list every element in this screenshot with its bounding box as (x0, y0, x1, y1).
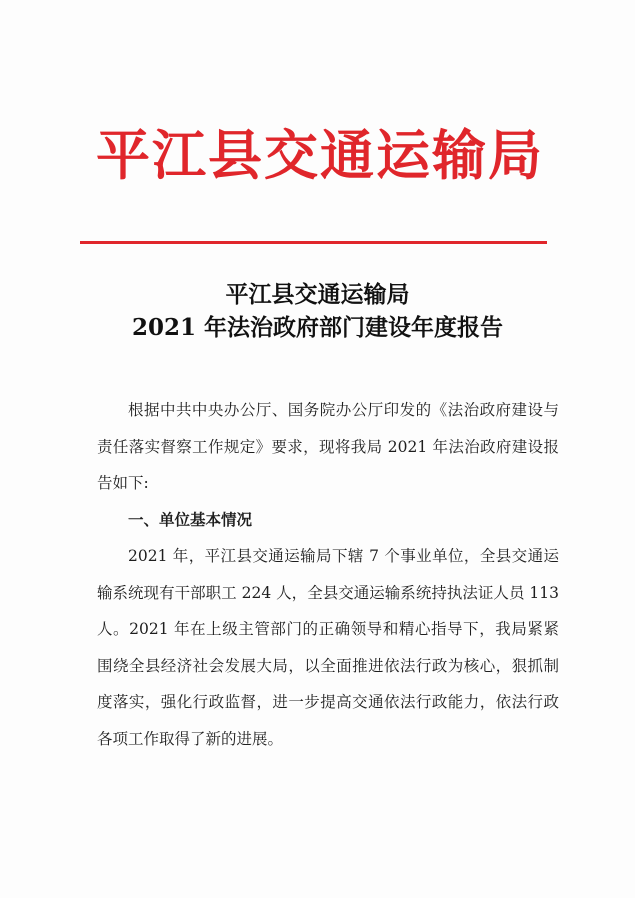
section-heading-basic-info: 一、单位基本情况 (128, 510, 253, 529)
intro-paragraph: 根据中共中央办公厅、国务院办公厅印发的《法治政府建设与责任落实督察工作规定》要求，现将我局 2021 年法治政府建设报告如下: (97, 401, 559, 492)
report-body (97, 392, 559, 757)
letterhead-red-rule (80, 241, 547, 244)
report-title-line-1: 平江县交通运输局 (225, 281, 410, 308)
letterhead-agency-name: 平江县交通运输局 (96, 123, 544, 187)
report-title-line-2: 2021 年法治政府部门建设年度报告 (131, 314, 504, 341)
section-paragraph-basic-info: 2021 年，平江县交通运输局下辖 7 个事业单位，全县交通运输系统现有干部职工 224 人，全县交通运输系统持执法证人员 113 人。2021 年在上级主管部门的正确领导和精心指导下，我局紧紧围绕全县经济社会发展大局，以全面推进依法行政为核心，狠抓制度落实，强化行政监督，进一步提高交通依法行政能力，依法行政各项工作取得了新的进展。 (97, 547, 559, 748)
